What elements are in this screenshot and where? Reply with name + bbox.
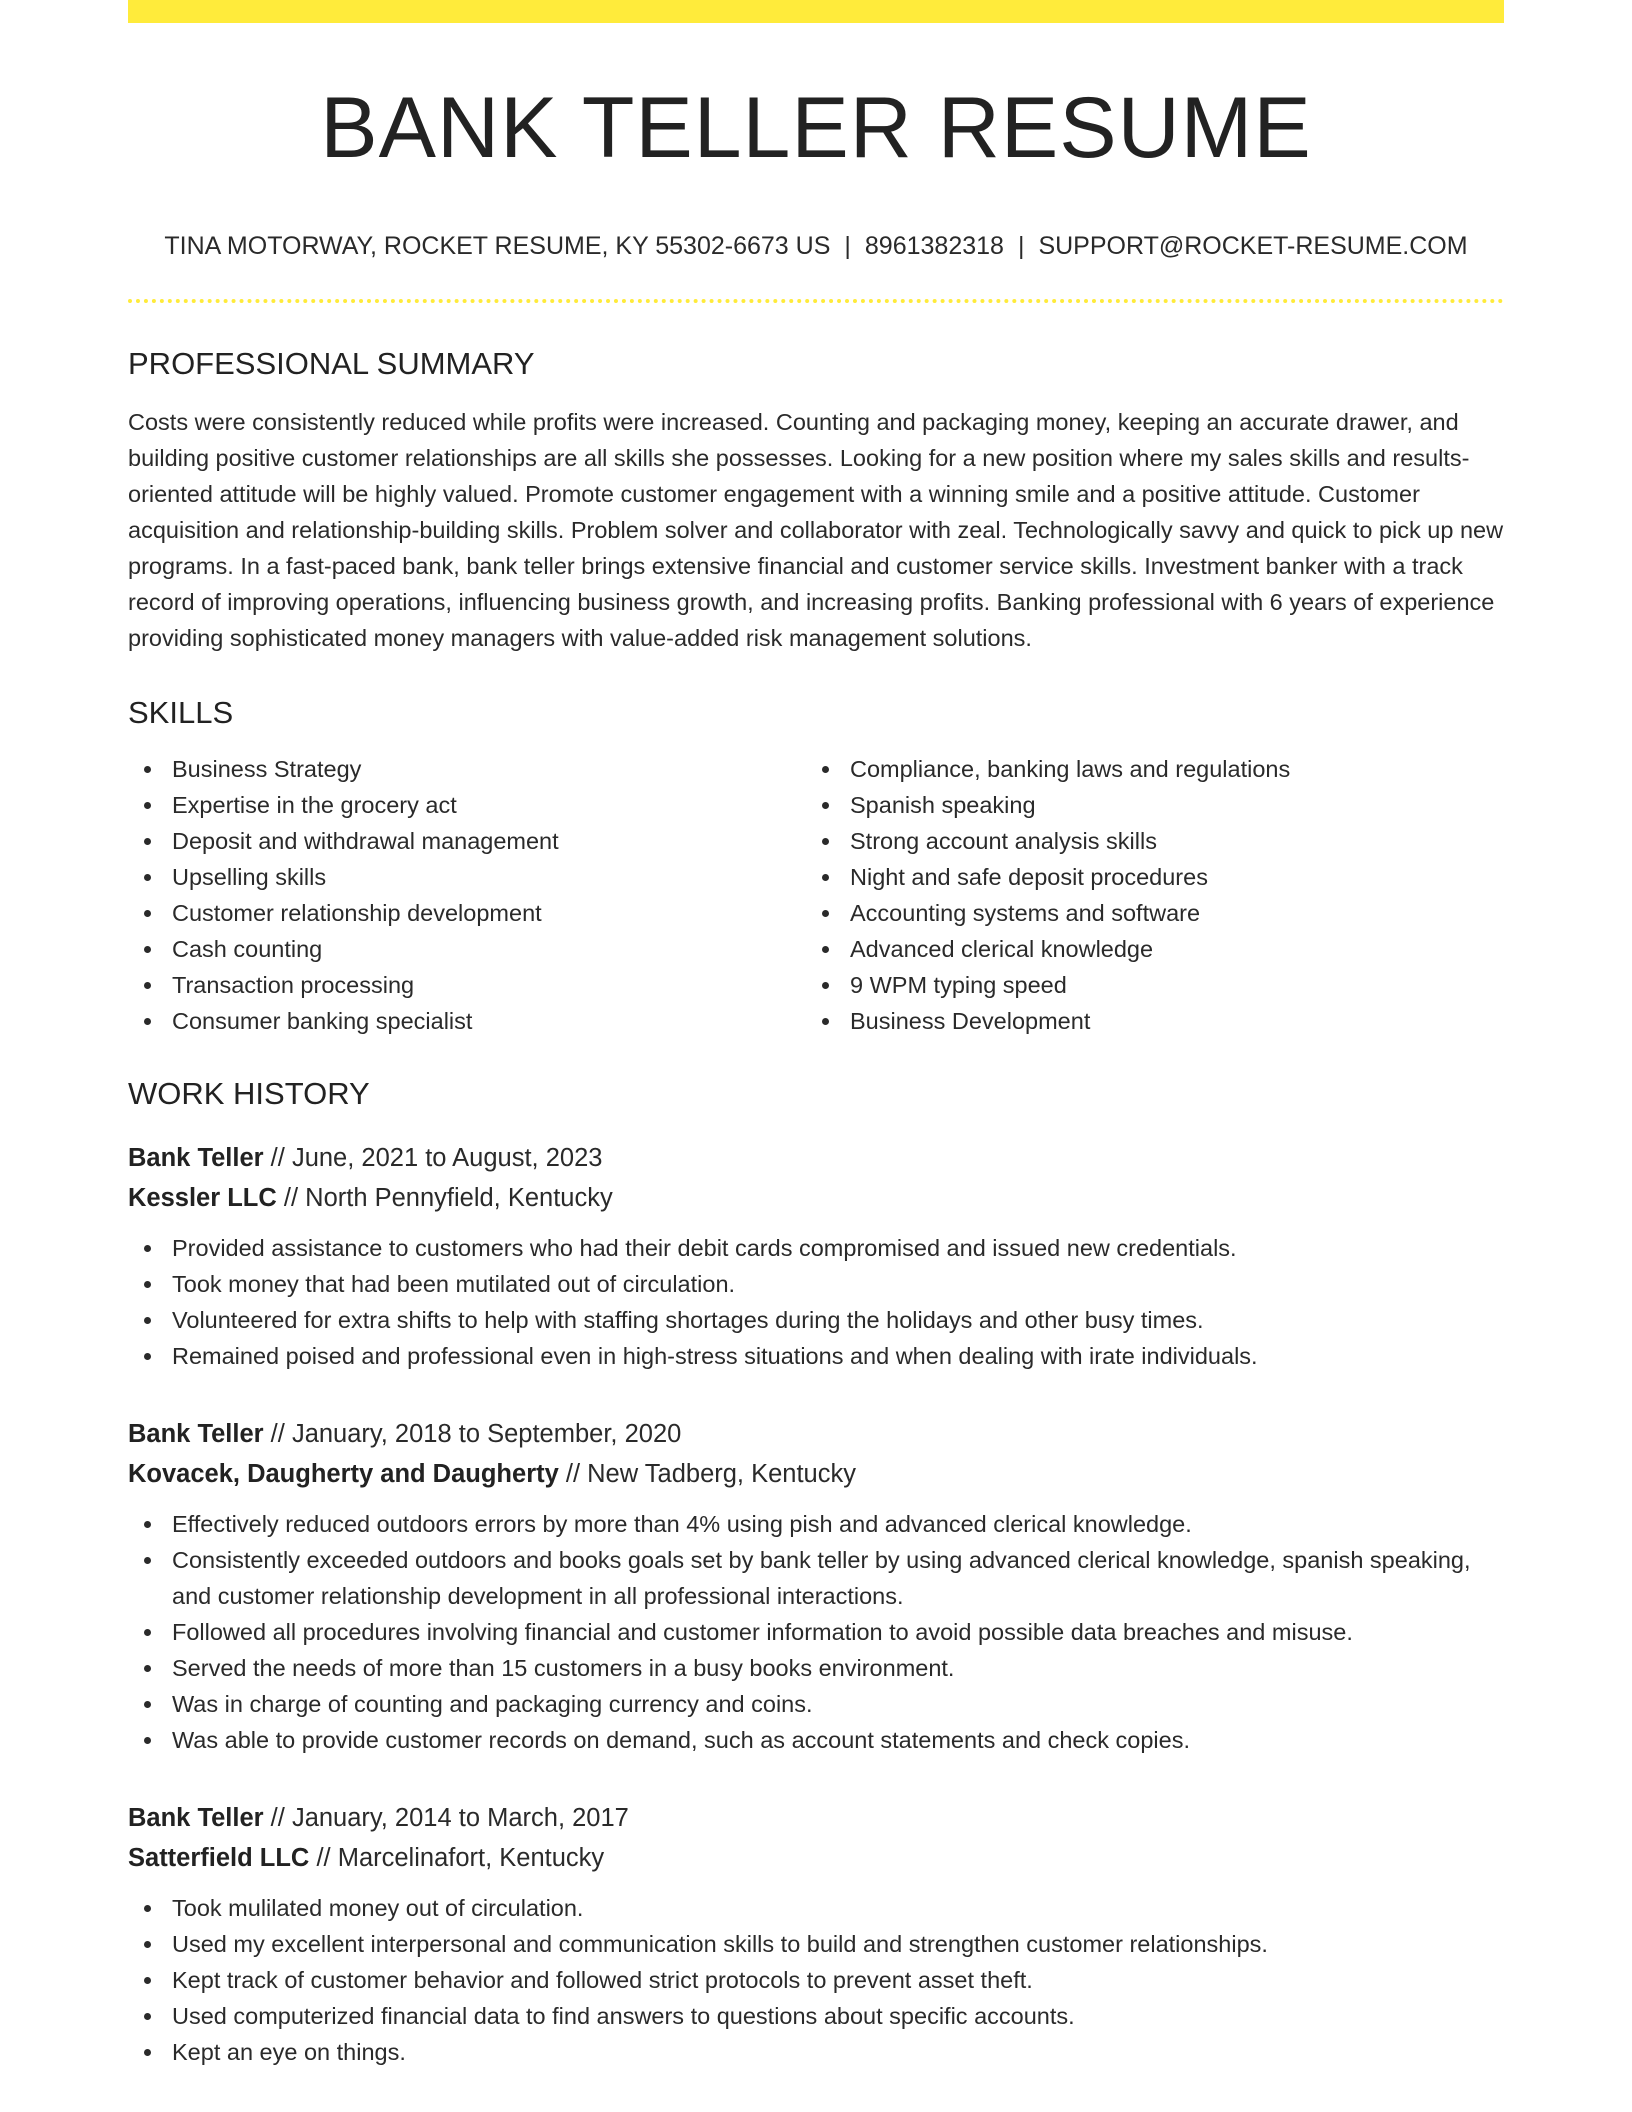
- summary-heading: PROFESSIONAL SUMMARY: [128, 345, 535, 381]
- job-location: North Pennyfield, Kentucky: [305, 1184, 613, 1213]
- job-divider: //: [276, 1184, 306, 1213]
- skill-item: Advanced clerical knowledge: [806, 931, 1484, 967]
- job-divider: //: [263, 1804, 292, 1833]
- job-bullet: Served the needs of more than 15 customers in a busy books environment.: [128, 1650, 1504, 1686]
- skill-item: Consumer banking specialist: [128, 1003, 806, 1039]
- job-bullets: [128, 1230, 1504, 1374]
- job-title: Bank Teller: [128, 1420, 264, 1449]
- job-bullet: Used my excellent interpersonal and communication skills to build and strengthen customer relationships.: [128, 1926, 1504, 1962]
- job-divider: //: [263, 1144, 292, 1173]
- job-bullet: Volunteered for extra shifts to help with staffing shortages during the holidays and other busy times.: [128, 1302, 1504, 1338]
- skill-item: Cash counting: [128, 931, 806, 967]
- job-bullets: [128, 1506, 1504, 1758]
- accent-top-bar: [128, 0, 1504, 23]
- contact-address: TINA MOTORWAY, ROCKET RESUME, KY 55302-6673 US: [164, 231, 831, 260]
- contact-email: SUPPORT@ROCKET-RESUME.COM: [1038, 231, 1468, 260]
- job-company: Kovacek, Daugherty and Daugherty: [128, 1460, 559, 1489]
- job-bullet: Provided assistance to customers who had their debit cards compromised and issued new credentials.: [128, 1230, 1504, 1266]
- job-dates: January, 2014 to March, 2017: [291, 1804, 629, 1833]
- job-title: Bank Teller: [128, 1144, 264, 1173]
- skill-item: Upselling skills: [128, 859, 806, 895]
- skill-item: Accounting systems and software: [806, 895, 1484, 931]
- skill-item: 9 WPM typing speed: [806, 967, 1484, 1003]
- page-title: BANK TELLER RESUME: [320, 80, 1312, 176]
- job-company: Satterfield LLC: [128, 1844, 310, 1873]
- resume-page: [128, 0, 1504, 2070]
- skills-column-left: [128, 751, 806, 1039]
- skill-item: Transaction processing: [128, 967, 806, 1003]
- job-location: Marcelinafort, Kentucky: [337, 1844, 605, 1873]
- contact-phone: 8961382318: [864, 231, 1004, 260]
- job-location: New Tadberg, Kentucky: [587, 1460, 856, 1489]
- job-title-line: [128, 1798, 1504, 1838]
- job-company-line: [128, 1454, 1504, 1494]
- job-bullet: Took money that had been mutilated out of circulation.: [128, 1266, 1504, 1302]
- job-bullet: Was able to provide customer records on demand, such as account statements and check copies.: [128, 1722, 1504, 1758]
- contact-separator: |: [844, 231, 851, 260]
- dotted-divider: [128, 299, 1504, 303]
- skill-item: Business Development: [806, 1003, 1484, 1039]
- job-entry: [128, 1138, 1504, 1374]
- job-dates: June, 2021 to August, 2023: [291, 1144, 603, 1173]
- job-bullets: [128, 1890, 1504, 2070]
- job-title-line: [128, 1138, 1504, 1178]
- job-divider: //: [558, 1460, 588, 1489]
- job-company: Kessler LLC: [128, 1184, 277, 1213]
- job-divider: //: [309, 1844, 338, 1873]
- job-entry: [128, 1798, 1504, 2070]
- job-entry: [128, 1414, 1504, 1758]
- work-history-heading: WORK HISTORY: [128, 1076, 370, 1112]
- job-divider: //: [263, 1420, 292, 1449]
- job-company-line: [128, 1178, 1504, 1218]
- job-title: Bank Teller: [128, 1804, 264, 1833]
- skill-item: Business Strategy: [128, 751, 806, 787]
- skill-item: Strong account analysis skills: [806, 823, 1484, 859]
- job-company-line: [128, 1838, 1504, 1878]
- job-bullet: Remained poised and professional even in high-stress situations and when dealing with irate individuals.: [128, 1338, 1504, 1374]
- job-title-line: [128, 1414, 1504, 1454]
- job-bullet: Kept an eye on things.: [128, 2034, 1504, 2070]
- summary-text: Costs were consistently reduced while profits were increased. Counting and packaging money, keeping an accurate drawer, and building positive customer relationships are all skills she possesses. Looking for a new position where my sales skills and results-oriented attitude will be highly valued. Promote customer engagement with a winning smile and a positive attitude. Customer acquisition and relationship-building skills. Problem solver and collaborator with zeal. Technologically savvy and quick to pick up new programs. In a fast-paced bank, bank teller brings extensive financial and customer service skills. Investment banker with a track record of improving operations, influencing business growth, and increasing profits. Banking professional with 6 years of experience providing sophisticated money managers with value-added risk management solutions.: [128, 409, 1504, 652]
- job-bullet: Followed all procedures involving financial and customer information to avoid possible data breaches and misuse.: [128, 1614, 1504, 1650]
- job-bullet: Used computerized financial data to find answers to questions about specific accounts.: [128, 1998, 1504, 2034]
- contact-separator: |: [1017, 231, 1025, 260]
- skills-heading: SKILLS: [128, 695, 234, 731]
- skill-item: Night and safe deposit procedures: [806, 859, 1484, 895]
- skill-item: Compliance, banking laws and regulations: [806, 751, 1484, 787]
- job-bullet: Took mulilated money out of circulation.: [128, 1890, 1504, 1926]
- skills-column-right: [806, 751, 1484, 1039]
- skills-list: [128, 751, 1504, 1039]
- skill-item: Spanish speaking: [806, 787, 1484, 823]
- job-bullet: Effectively reduced outdoors errors by more than 4% using pish and advanced clerical knowledge.: [128, 1506, 1504, 1542]
- skill-item: Deposit and withdrawal management: [128, 823, 806, 859]
- job-dates: January, 2018 to September, 2020: [291, 1420, 682, 1449]
- job-bullet: Kept track of customer behavior and followed strict protocols to prevent asset theft.: [128, 1962, 1504, 1998]
- skill-item: Expertise in the grocery act: [128, 787, 806, 823]
- job-bullet: Consistently exceeded outdoors and books goals set by bank teller by using advanced clerical knowledge, spanish speaking, and customer relationship development in all professional interactions.: [128, 1542, 1504, 1614]
- job-bullet: Was in charge of counting and packaging currency and coins.: [128, 1686, 1504, 1722]
- contact-line: [128, 231, 1504, 261]
- skill-item: Customer relationship development: [128, 895, 806, 931]
